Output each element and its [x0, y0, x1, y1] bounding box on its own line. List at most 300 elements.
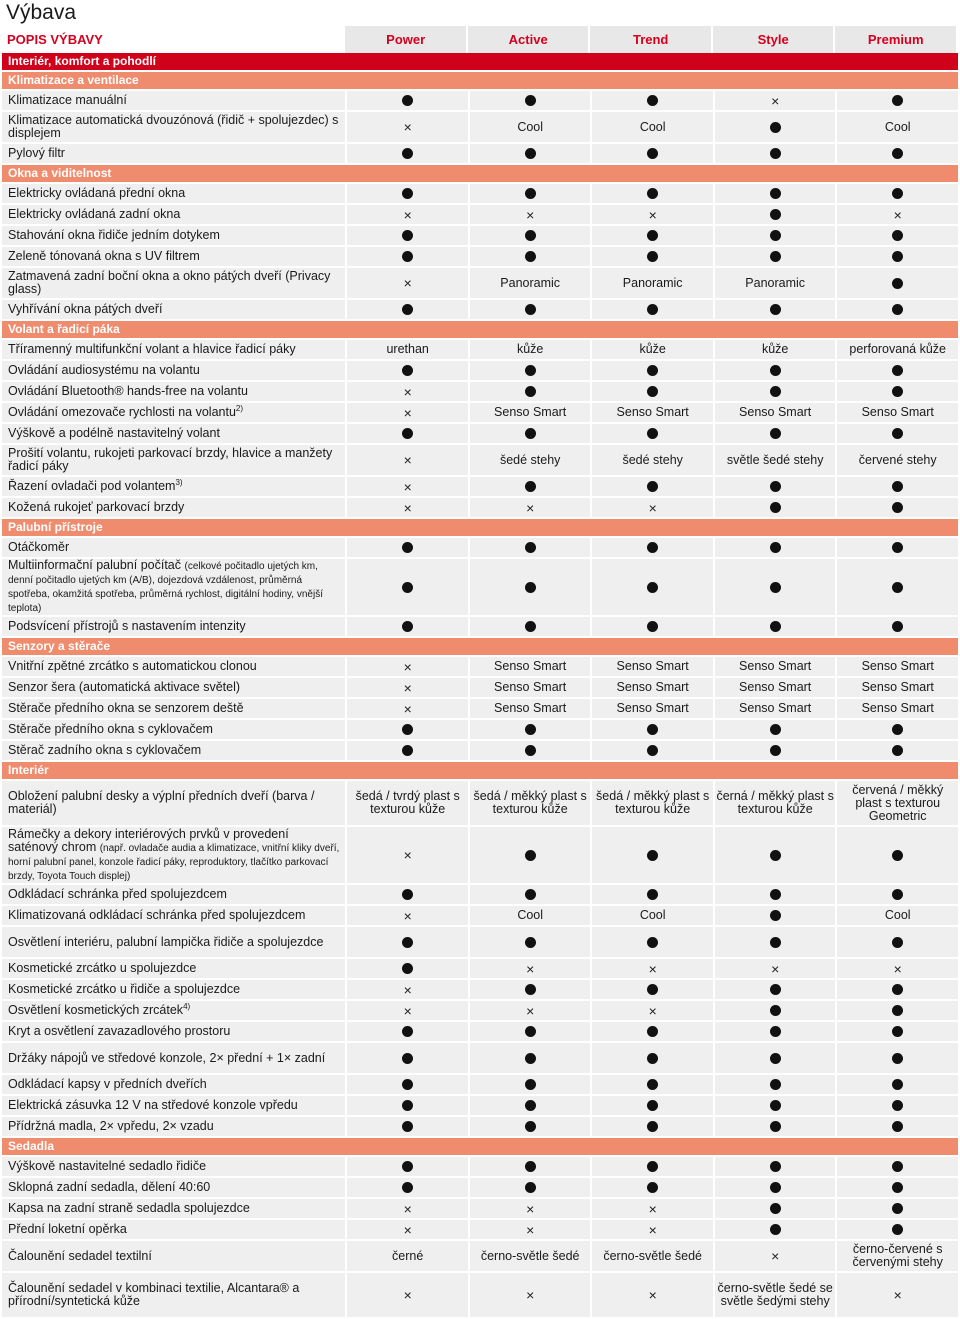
value-text: Panoramic — [500, 275, 561, 290]
value-text: Senso Smart — [739, 701, 812, 715]
standard-dot-icon — [892, 984, 903, 995]
value-cell — [713, 340, 836, 361]
value-cell — [345, 699, 468, 720]
value-text: Senso Smart — [616, 659, 689, 673]
value-cell — [590, 980, 713, 1001]
standard-dot-icon — [770, 1026, 781, 1037]
standard-dot-icon — [770, 1121, 781, 1132]
value-text: kůže — [516, 342, 544, 356]
value-cell — [590, 538, 713, 559]
table-row — [2, 699, 958, 720]
feature-label — [2, 1199, 345, 1220]
not-available-cross-icon: × — [403, 383, 412, 400]
standard-dot-icon — [525, 95, 536, 106]
value-cell — [713, 403, 836, 424]
value-cell — [590, 445, 713, 477]
feature-label — [2, 247, 345, 268]
value-cell — [345, 827, 468, 885]
value-cell — [345, 1178, 468, 1199]
subsection-header-row — [2, 1138, 958, 1157]
standard-dot-icon — [770, 1224, 781, 1235]
value-cell — [713, 247, 836, 268]
feature-label — [2, 827, 345, 885]
value-text: Senso Smart — [494, 680, 567, 694]
table-row — [2, 477, 958, 498]
feature-label — [2, 1117, 345, 1138]
feature-label — [2, 91, 345, 112]
feature-label-text: Kosmetické zrcátko u spolujezdce — [8, 961, 197, 975]
standard-dot-icon — [770, 481, 781, 492]
value-cell — [468, 112, 591, 144]
value-cell — [468, 538, 591, 559]
standard-dot-icon — [525, 984, 536, 995]
value-text: Senso Smart — [861, 680, 934, 694]
standard-dot-icon — [647, 1026, 658, 1037]
value-cell — [713, 1043, 836, 1075]
table-row — [2, 1220, 958, 1241]
standard-dot-icon — [402, 745, 413, 756]
value-cell — [713, 559, 836, 617]
table-row — [2, 1241, 958, 1273]
table-row — [2, 382, 958, 403]
value-text: šedé stehy — [622, 452, 683, 467]
table-row — [2, 741, 958, 762]
table-row — [2, 827, 958, 885]
value-cell — [345, 1117, 468, 1138]
feature-label-text: Stěrače předního okna s cyklovačem — [8, 722, 213, 736]
table-row — [2, 959, 958, 980]
value-cell — [590, 1022, 713, 1043]
standard-dot-icon — [892, 1005, 903, 1016]
not-available-cross-icon: × — [403, 658, 412, 675]
standard-dot-icon — [647, 365, 658, 376]
standard-dot-icon — [892, 1053, 903, 1064]
value-cell — [835, 885, 958, 906]
table-row — [2, 1199, 958, 1220]
value-cell — [468, 906, 591, 927]
trim-header-active: Active — [468, 26, 591, 53]
standard-dot-icon — [525, 889, 536, 900]
feature-label — [2, 720, 345, 741]
table-row — [2, 1096, 958, 1117]
not-available-cross-icon: × — [403, 206, 412, 223]
value-cell — [345, 300, 468, 321]
feature-label — [2, 699, 345, 720]
table-row — [2, 498, 958, 519]
not-available-cross-icon: × — [648, 499, 657, 516]
value-cell — [590, 827, 713, 885]
value-text: Cool — [639, 119, 666, 134]
trim-header-trend: Trend — [590, 26, 713, 53]
standard-dot-icon — [892, 582, 903, 593]
value-cell — [590, 205, 713, 226]
value-text: Cool — [884, 119, 911, 134]
standard-dot-icon — [770, 910, 781, 921]
standard-dot-icon — [402, 582, 413, 593]
value-cell — [713, 1220, 836, 1241]
value-cell — [590, 340, 713, 361]
value-cell — [345, 657, 468, 678]
table-row — [2, 1001, 958, 1022]
standard-dot-icon — [402, 1100, 413, 1111]
standard-dot-icon — [892, 304, 903, 315]
not-available-cross-icon: × — [403, 1200, 412, 1217]
value-cell — [713, 226, 836, 247]
standard-dot-icon — [402, 621, 413, 632]
value-text: Senso Smart — [616, 701, 689, 715]
subsection-header-row — [2, 165, 958, 184]
value-cell — [590, 268, 713, 300]
value-cell — [468, 445, 591, 477]
value-cell — [468, 1043, 591, 1075]
value-cell — [713, 699, 836, 720]
value-cell — [345, 1096, 468, 1117]
value-cell — [713, 498, 836, 519]
standard-dot-icon — [770, 386, 781, 397]
value-text: urethan — [386, 342, 429, 356]
feature-label-text: Čalounění sedadel textilní — [8, 1248, 152, 1263]
value-text: černo-světle šedé — [480, 1248, 580, 1263]
standard-dot-icon — [525, 1026, 536, 1037]
standard-dot-icon — [402, 1053, 413, 1064]
value-cell — [835, 1022, 958, 1043]
value-text: šedé stehy — [499, 452, 561, 467]
standard-dot-icon — [770, 230, 781, 241]
table-row — [2, 678, 958, 699]
table-row — [2, 720, 958, 741]
value-cell — [713, 980, 836, 1001]
feature-label-text: Čalounění sedadel v kombinaci textilie, Alcantara® a přírodní/syntetická kůže — [8, 1281, 300, 1308]
feature-label-text: Držáky nápojů ve středové konzole, 2× přední + 1× zadní — [8, 1050, 326, 1065]
value-cell — [590, 1043, 713, 1075]
value-cell — [345, 885, 468, 906]
standard-dot-icon — [892, 621, 903, 632]
standard-dot-icon — [770, 1005, 781, 1016]
trim-header-power: Power — [345, 26, 468, 53]
subsection-header-row — [2, 519, 958, 538]
standard-dot-icon — [770, 122, 781, 133]
feature-label — [2, 741, 345, 762]
value-cell — [590, 300, 713, 321]
standard-dot-icon — [770, 745, 781, 756]
value-cell — [835, 226, 958, 247]
value-cell — [835, 300, 958, 321]
value-cell — [713, 424, 836, 445]
standard-dot-icon — [647, 1121, 658, 1132]
value-cell — [835, 268, 958, 300]
feature-label-text: Senzor šera (automatická aktivace světel) — [8, 680, 241, 694]
value-cell — [345, 340, 468, 361]
standard-dot-icon — [892, 1203, 903, 1214]
value-cell — [713, 1178, 836, 1199]
value-cell — [835, 205, 958, 226]
section-title: Senzory a stěrače — [2, 638, 958, 657]
standard-dot-icon — [525, 428, 536, 439]
table-row — [2, 91, 958, 112]
standard-dot-icon — [770, 582, 781, 593]
feature-label — [2, 1001, 345, 1022]
feature-label-text: Rámečky a dekory interiérových prvků v provedení saténový chrom — [8, 826, 289, 854]
value-text: Cool — [517, 119, 544, 134]
feature-label-text: Ovládání Bluetooth® hands-free na volantu — [8, 384, 248, 398]
feature-label-text: Vyhřívání okna pátých dveří — [8, 302, 163, 316]
value-cell — [713, 538, 836, 559]
value-cell — [835, 445, 958, 477]
not-available-cross-icon: × — [526, 960, 535, 977]
standard-dot-icon — [647, 1182, 658, 1193]
standard-dot-icon — [770, 1203, 781, 1214]
value-cell — [345, 424, 468, 445]
value-cell — [835, 382, 958, 403]
feature-label — [2, 906, 345, 927]
standard-dot-icon — [770, 850, 781, 861]
value-cell — [468, 1075, 591, 1096]
feature-label — [2, 112, 345, 144]
value-cell — [468, 205, 591, 226]
value-cell — [468, 1117, 591, 1138]
table-row — [2, 340, 958, 361]
not-available-cross-icon: × — [526, 1200, 535, 1217]
feature-label — [2, 657, 345, 678]
standard-dot-icon — [525, 850, 536, 861]
value-text: šedá / tvrdý plast s texturou kůže — [355, 789, 460, 816]
feature-label-text: Zeleně tónovaná okna s UV filtrem — [8, 249, 200, 263]
value-cell — [713, 477, 836, 498]
value-text: Panoramic — [622, 275, 683, 290]
value-text: Senso Smart — [861, 405, 934, 419]
feature-label-text: Kryt a osvětlení zavazadlového prostoru — [8, 1024, 231, 1038]
value-cell — [345, 1220, 468, 1241]
value-text: Senso Smart — [739, 680, 812, 694]
table-row — [2, 1043, 958, 1075]
standard-dot-icon — [647, 984, 658, 995]
standard-dot-icon — [770, 209, 781, 220]
not-available-cross-icon: × — [648, 1200, 657, 1217]
table-row — [2, 617, 958, 638]
feature-label-text: Obložení palubní desky a výplní předních dveří (barva / materiál) — [8, 789, 315, 816]
table-row — [2, 112, 958, 144]
standard-dot-icon — [402, 188, 413, 199]
feature-label — [2, 382, 345, 403]
value-text: šedá / měkký plast s texturou kůže — [473, 789, 587, 816]
feature-label — [2, 1075, 345, 1096]
standard-dot-icon — [525, 542, 536, 553]
not-available-cross-icon: × — [526, 206, 535, 223]
section-title: Sedadla — [2, 1138, 958, 1157]
value-cell — [590, 1199, 713, 1220]
value-text: Panoramic — [745, 275, 806, 290]
value-cell — [713, 1117, 836, 1138]
value-cell — [590, 927, 713, 959]
standard-dot-icon — [770, 1079, 781, 1090]
value-text: Senso Smart — [494, 701, 567, 715]
table-header-row — [2, 26, 958, 53]
value-cell — [835, 184, 958, 205]
value-cell — [345, 678, 468, 699]
value-cell — [590, 559, 713, 617]
value-text: Senso Smart — [861, 701, 934, 715]
value-cell — [345, 361, 468, 382]
table-row — [2, 247, 958, 268]
standard-dot-icon — [647, 386, 658, 397]
feature-label-text: Podsvícení přístrojů s nastavením intenzity — [8, 619, 246, 633]
value-cell — [590, 112, 713, 144]
table-row — [2, 1022, 958, 1043]
feature-label-text: Odkládací kapsy v předních dveřích — [8, 1077, 207, 1091]
standard-dot-icon — [892, 889, 903, 900]
value-cell — [468, 678, 591, 699]
not-available-cross-icon: × — [771, 92, 780, 109]
value-cell — [468, 617, 591, 638]
standard-dot-icon — [647, 889, 658, 900]
value-cell — [590, 247, 713, 268]
feature-label — [2, 959, 345, 980]
value-cell — [713, 1273, 836, 1319]
value-cell — [835, 699, 958, 720]
value-cell — [835, 403, 958, 424]
table-row — [2, 980, 958, 1001]
value-cell — [835, 1075, 958, 1096]
feature-label-text: Kapsa na zadní straně sedadla spolujezdce — [8, 1201, 250, 1215]
value-text: Cool — [884, 908, 911, 922]
value-cell — [835, 477, 958, 498]
value-cell — [345, 559, 468, 617]
value-cell — [835, 980, 958, 1001]
standard-dot-icon — [402, 963, 413, 974]
feature-label — [2, 1220, 345, 1241]
feature-label-text: Prošití volantu, rukojeti parkovací brzdy, hlavice a manžety řadicí páky — [8, 446, 333, 473]
standard-dot-icon — [892, 278, 903, 289]
value-cell — [468, 657, 591, 678]
standard-dot-icon — [525, 1182, 536, 1193]
value-cell — [590, 226, 713, 247]
value-cell — [713, 205, 836, 226]
value-cell — [590, 959, 713, 980]
standard-dot-icon — [892, 95, 903, 106]
value-cell — [590, 781, 713, 827]
standard-dot-icon — [892, 1079, 903, 1090]
value-cell — [835, 657, 958, 678]
section-title: Klimatizace a ventilace — [2, 72, 958, 91]
value-cell — [713, 1157, 836, 1178]
value-cell — [468, 498, 591, 519]
feature-label-text: Řazení ovladači pod volantem — [8, 479, 176, 493]
not-available-cross-icon: × — [893, 960, 902, 977]
not-available-cross-icon: × — [526, 1221, 535, 1238]
value-cell — [590, 1241, 713, 1273]
value-cell — [345, 205, 468, 226]
standard-dot-icon — [525, 188, 536, 199]
value-cell — [835, 112, 958, 144]
standard-dot-icon — [402, 1182, 413, 1193]
standard-dot-icon — [402, 937, 413, 948]
value-cell — [713, 300, 836, 321]
feature-label-text: Stěrač zadního okna s cyklovačem — [8, 743, 202, 757]
value-cell — [590, 498, 713, 519]
subsection-header-row — [2, 638, 958, 657]
standard-dot-icon — [525, 724, 536, 735]
value-cell — [713, 445, 836, 477]
section-title: Interiér, komfort a pohodlí — [2, 53, 958, 72]
value-cell — [345, 1043, 468, 1075]
value-text: kůže — [761, 342, 789, 356]
value-cell — [590, 1157, 713, 1178]
value-cell — [590, 403, 713, 424]
value-cell — [468, 184, 591, 205]
value-cell — [713, 720, 836, 741]
value-text: kůže — [639, 342, 666, 356]
value-cell — [345, 477, 468, 498]
standard-dot-icon — [770, 984, 781, 995]
table-row — [2, 1117, 958, 1138]
value-cell — [835, 1096, 958, 1117]
standard-dot-icon — [892, 386, 903, 397]
value-cell — [713, 657, 836, 678]
section-title: Volant a řadicí páka — [2, 321, 958, 340]
not-available-cross-icon: × — [648, 1221, 657, 1238]
value-text: Senso Smart — [494, 405, 567, 419]
feature-label-text: Stahování okna řidiče jedním dotykem — [8, 228, 220, 242]
value-text: Senso Smart — [739, 659, 812, 673]
standard-dot-icon — [525, 937, 536, 948]
value-text: černo-světle šedé se světle šedými stehy — [717, 1281, 833, 1308]
value-cell — [590, 657, 713, 678]
standard-dot-icon — [770, 502, 781, 513]
feature-label — [2, 144, 345, 165]
value-cell — [713, 1001, 836, 1022]
value-text: černé — [392, 1248, 424, 1263]
value-cell — [590, 720, 713, 741]
not-available-cross-icon: × — [648, 206, 657, 223]
table-row — [2, 1157, 958, 1178]
value-cell — [345, 382, 468, 403]
table-row — [2, 927, 958, 959]
value-cell — [835, 781, 958, 827]
feature-label — [2, 424, 345, 445]
standard-dot-icon — [770, 889, 781, 900]
not-available-cross-icon: × — [403, 275, 412, 292]
standard-dot-icon — [525, 386, 536, 397]
value-cell — [713, 827, 836, 885]
feature-label — [2, 184, 345, 205]
standard-dot-icon — [647, 937, 658, 948]
standard-dot-icon — [770, 542, 781, 553]
table-row — [2, 781, 958, 827]
standard-dot-icon — [892, 1182, 903, 1193]
subsection-header-row — [2, 72, 958, 91]
table-row — [2, 1273, 958, 1319]
standard-dot-icon — [647, 428, 658, 439]
standard-dot-icon — [525, 1161, 536, 1172]
value-cell — [713, 112, 836, 144]
feature-label — [2, 205, 345, 226]
value-text: Senso Smart — [861, 659, 934, 673]
feature-label-text: Výškově nastavitelné sedadlo řidiče — [8, 1159, 207, 1173]
value-cell — [590, 1117, 713, 1138]
standard-dot-icon — [525, 621, 536, 632]
feature-label-text: Klimatizace automatická dvouzónová (řidič + spolujezdec) s displejem — [8, 113, 339, 140]
feature-label-text: Kosmetické zrcátko u řidiče a spolujezdce — [8, 982, 241, 996]
standard-dot-icon — [525, 582, 536, 593]
standard-dot-icon — [525, 1079, 536, 1090]
subsection-header-row — [2, 762, 958, 781]
value-cell — [835, 1001, 958, 1022]
value-cell — [835, 1117, 958, 1138]
value-cell — [835, 498, 958, 519]
value-cell — [345, 184, 468, 205]
value-cell — [590, 184, 713, 205]
feature-label — [2, 361, 345, 382]
